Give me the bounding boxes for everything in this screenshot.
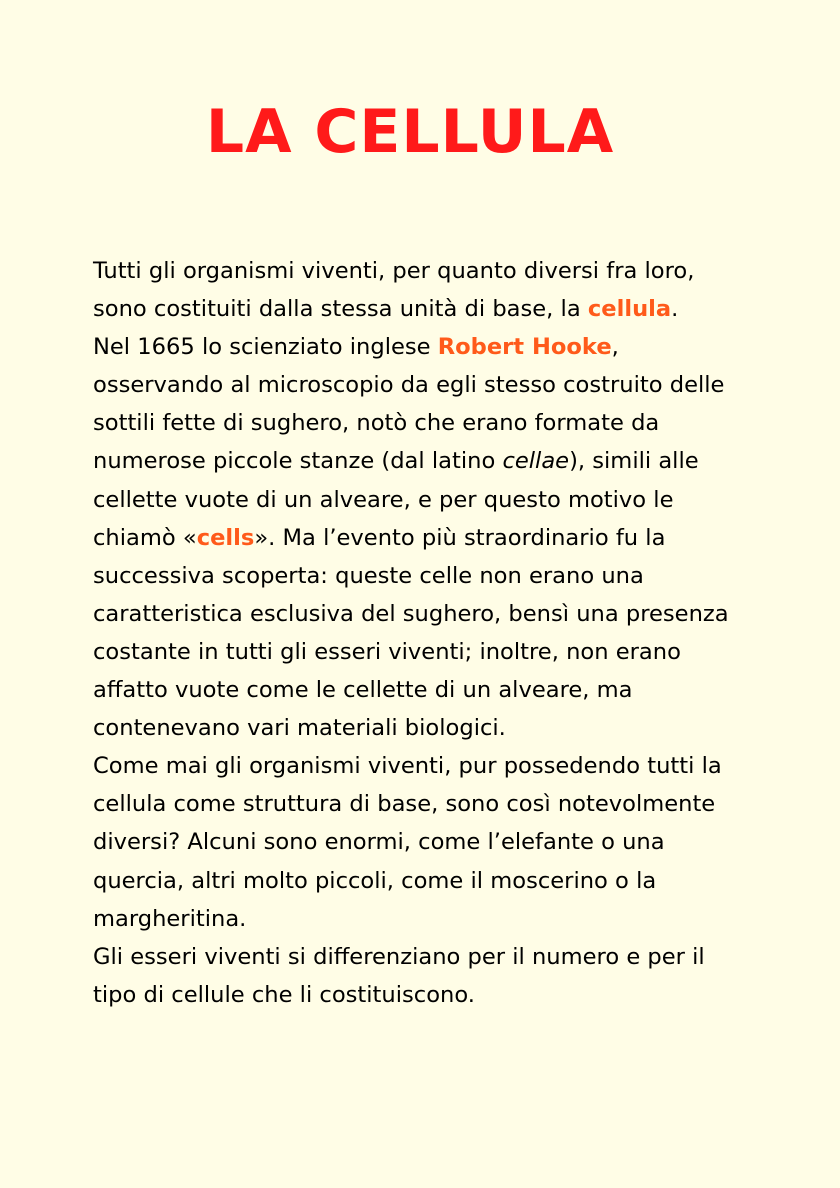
name-robert-hooke: Robert Hooke <box>437 334 612 361</box>
term-cellae: cellae <box>502 448 570 475</box>
text-line: numerose piccole stanze (dal latino cellae), simili alle <box>93 448 699 475</box>
text-line: Come mai gli organismi viventi, pur possedendo tutti la <box>93 753 722 780</box>
term-cellula: cellula <box>587 296 672 323</box>
text-line: contenevano vari materiali biologici. <box>93 715 506 742</box>
text-line: Gli esseri viventi si differenziano per il numero e per il <box>93 943 705 970</box>
body-text <box>93 252 803 1014</box>
text-line: quercia, altri molto piccoli, come il moscerino o la <box>93 867 657 894</box>
text-line: cellette vuote di un alveare, e per questo motivo le <box>93 486 674 513</box>
text-line: Tutti gli organismi viventi, per quanto diversi fra loro, <box>93 258 695 284</box>
term-cells: cells <box>196 524 255 551</box>
text-line: tipo di cellule che li costituiscono. <box>93 981 475 1008</box>
text-line: diversi? Alcuni sono enormi, come l’elefante o una <box>93 829 665 856</box>
text-line: successiva scoperta: queste celle non erano una <box>93 562 644 589</box>
text-line: affatto vuote come le cellette di un alveare, ma <box>93 677 633 704</box>
text-line: costante in tutti gli esseri viventi; inoltre, non erano <box>93 638 681 665</box>
text-line: chiamò «cells». Ma l’evento più straordinario fu la <box>93 524 666 551</box>
text-line: osservando al microscopio da egli stesso costruito delle <box>93 372 725 399</box>
text-line: Nel 1665 lo scienziato inglese Robert Hooke, <box>93 334 619 361</box>
text-line: caratteristica esclusiva del sughero, bensì una presenza <box>93 600 729 627</box>
text-line: cellula come struttura di base, sono così notevolmente <box>93 791 716 818</box>
page-title: LA CELLULA <box>205 97 615 167</box>
text-line: sono costituiti dalla stessa unità di base, la cellula. <box>93 296 679 323</box>
text-line: sottili fette di sughero, notò che erano formate da <box>93 410 660 437</box>
text-line: margheritina. <box>93 905 247 932</box>
